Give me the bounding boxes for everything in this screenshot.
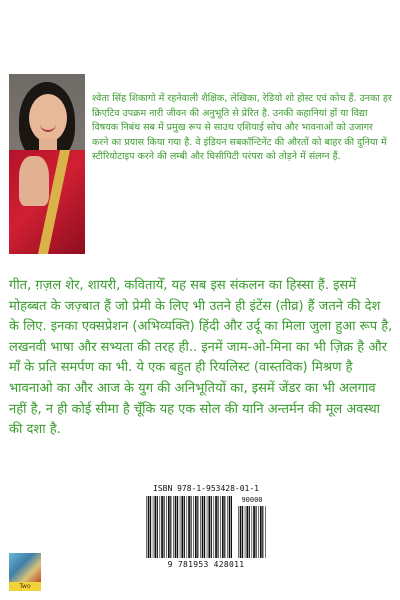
- author-photo: [9, 74, 85, 254]
- book-description: गीत, ग़ज़ल शेर, शायरी, कवितायेँ, यह सब इस संकलन का हिस्सा हैं. इसमें मोहब्बत के जज़्बात हैं जो प्रेमी के लिए भी उतने ही इंटेंस (तीव्र) हैं जतने की देश के लिए. इनका एक्सप्रेशन (अभिव्यक्ति) हिंदी और उर्दू का मिला जुला हुआ रूप है, लखनवी भाषा और सभ्यता की तरह ही.. इनमें जाम-ओ-मिना का भी ज़िक्र है और माँ के प्रति समर्पण का भी. ये एक बहुत ही रियलिस्ट (वास्तविक) मिश्रण है भावनाओ का और आज के युग की अनिभूतियों का, इसमें जेंडर का भी अलगाव नहीं है, न ही कोई सीमा है चूँकि यह एक सोल की यानि अन्तर्मन की मूल अवस्था की दशा है.: [9, 278, 393, 438]
- addon-barcode-bars: [238, 506, 266, 558]
- barcode-bars: [146, 496, 232, 558]
- ean-digits: 9 781953 428011: [167, 560, 245, 569]
- publisher-logo: [9, 553, 41, 591]
- price-addon-code: 90000: [241, 496, 263, 504]
- isbn-barcode: [142, 484, 270, 578]
- publisher-logo-text: Two: [19, 583, 31, 590]
- author-bio: श्वेता सिंह शिकागो में रहनेवाली शैक्षिक, लेखिका, रेडियो शो होस्ट एवं कोच हैं. उनका हर क्रिएटिव उपक्रम नारी जीवन की अनुभूति से प्रेरित है. उनकी कहानियां हों या विद्या विषयक निबंध सब में प्रमुख रूप से साउथ एशियाई सोच और भावनाओं को उजागर करने का प्रयास किया गया है. वे इंडियन सबकॉन्टिनेंट की औरतों को बाहर की दुनिया में स्टीरियोटाइप करने की लम्बी और घिसीपिटी परंपरा को तोड़ने में संलग्न हैं.: [92, 93, 392, 163]
- isbn-number: ISBN 978-1-953428-01-1: [153, 484, 259, 493]
